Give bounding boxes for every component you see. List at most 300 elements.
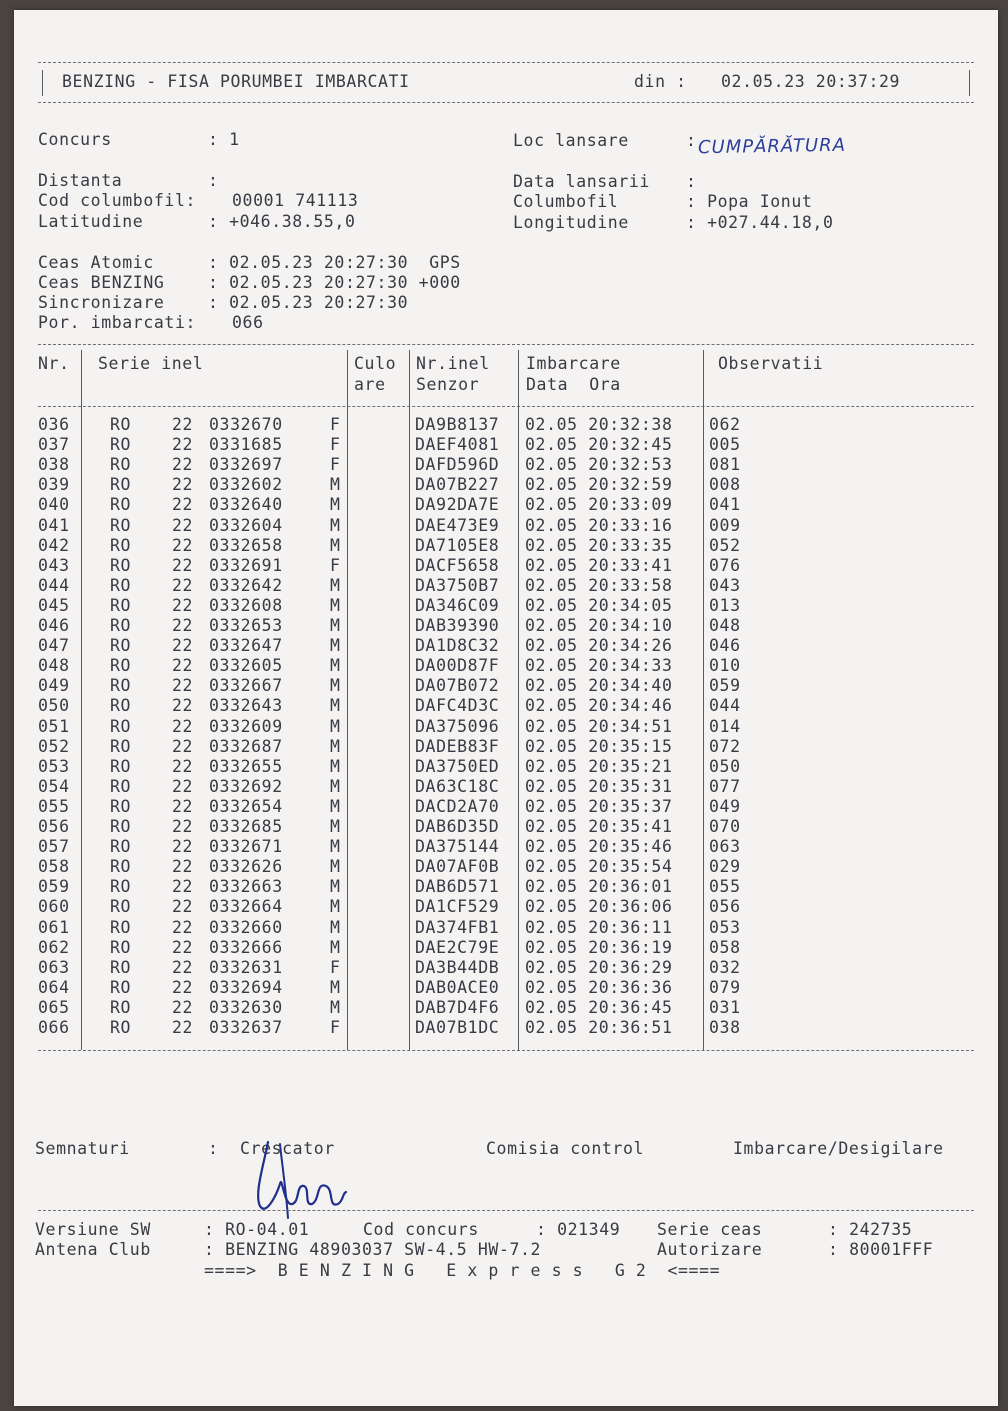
row-sensor: DACF5658 xyxy=(415,555,500,575)
row-sex: M xyxy=(330,817,341,836)
row-year: 22 xyxy=(172,756,194,776)
row-boarding-datetime: 02.05 20:33:58 xyxy=(525,575,673,595)
table-row xyxy=(14,516,998,536)
row-country: RO xyxy=(110,877,132,897)
table-row xyxy=(14,536,998,556)
row-sex: M xyxy=(330,716,341,736)
row-nr: 040 xyxy=(38,495,70,515)
row-country: RO xyxy=(110,616,132,635)
col-header-culoare-2: are xyxy=(354,375,386,394)
row-ring-number: 0332643 xyxy=(209,696,283,716)
row-nr: 052 xyxy=(38,736,70,756)
table-header-border xyxy=(38,406,974,407)
columbofil-label: Columbofil xyxy=(513,192,619,211)
table-row xyxy=(14,737,998,757)
row-observatii: 029 xyxy=(709,857,741,877)
row-ring-number: 0332640 xyxy=(209,495,283,515)
row-observatii: 063 xyxy=(709,837,741,857)
row-country: RO xyxy=(110,696,132,716)
cod-concurs-label: Cod concurs xyxy=(363,1220,479,1239)
table-row xyxy=(14,1018,998,1038)
row-country: RO xyxy=(110,897,132,917)
row-observatii: 044 xyxy=(709,696,741,716)
antena-club-label: Antena Club xyxy=(35,1240,151,1259)
col-header-culoare-1: Culo xyxy=(354,354,397,373)
row-sex: F xyxy=(330,555,341,575)
table-row xyxy=(14,978,998,998)
row-ring-number: 0332655 xyxy=(209,756,283,776)
row-observatii: 055 xyxy=(709,877,741,897)
table-row xyxy=(14,817,998,837)
table-row xyxy=(14,556,998,576)
row-nr: 048 xyxy=(38,656,70,676)
row-ring-number: 0332691 xyxy=(209,555,283,575)
row-ring-number: 0332654 xyxy=(209,796,283,816)
loc-lansare-label: Loc lansare xyxy=(513,131,629,150)
row-nr: 050 xyxy=(38,696,70,716)
table-row xyxy=(14,757,998,777)
row-sex: M xyxy=(330,776,341,796)
header-right-bar xyxy=(969,70,970,96)
row-year: 22 xyxy=(172,796,194,816)
row-sex: M xyxy=(330,676,341,696)
row-boarding-datetime: 02.05 20:36:51 xyxy=(525,1018,673,1037)
row-sex: F xyxy=(330,455,341,475)
row-boarding-datetime: 02.05 20:35:21 xyxy=(525,756,673,776)
row-observatii: 070 xyxy=(709,817,741,836)
row-nr: 047 xyxy=(38,636,70,656)
row-ring-number: 0332663 xyxy=(209,877,283,897)
row-boarding-datetime: 02.05 20:35:54 xyxy=(525,857,673,877)
row-boarding-datetime: 02.05 20:34:33 xyxy=(525,656,673,676)
row-ring-number: 0332671 xyxy=(209,837,283,857)
row-year: 22 xyxy=(172,736,194,756)
row-observatii: 038 xyxy=(709,1018,741,1037)
row-nr: 042 xyxy=(38,535,70,555)
row-sex: M xyxy=(330,656,341,676)
row-ring-number: 0331685 xyxy=(209,435,283,455)
row-ring-number: 0332608 xyxy=(209,595,283,615)
row-sex: F xyxy=(330,435,341,455)
row-ring-number: 0332653 xyxy=(209,616,283,635)
row-observatii: 046 xyxy=(709,636,741,656)
col-header-serie: Serie inel xyxy=(98,354,204,373)
row-boarding-datetime: 02.05 20:32:38 xyxy=(525,415,673,434)
table-bottom-border xyxy=(38,1050,974,1051)
row-boarding-datetime: 02.05 20:33:41 xyxy=(525,555,673,575)
row-nr: 041 xyxy=(38,515,70,535)
row-observatii: 048 xyxy=(709,616,741,635)
por-imbarcati-value: 066 xyxy=(232,313,264,332)
autorizare-label: Autorizare xyxy=(657,1240,763,1259)
row-boarding-datetime: 02.05 20:36:45 xyxy=(525,997,673,1017)
ceas-atomic-label: Ceas Atomic xyxy=(38,253,154,272)
table-row xyxy=(14,877,998,897)
row-country: RO xyxy=(110,796,132,816)
row-ring-number: 0332694 xyxy=(209,977,283,997)
table-row xyxy=(14,938,998,958)
row-country: RO xyxy=(110,656,132,676)
row-sensor: DAB7D4F6 xyxy=(415,997,500,1017)
row-ring-number: 0332697 xyxy=(209,455,283,475)
row-boarding-datetime: 02.05 20:32:53 xyxy=(525,455,673,475)
sincronizare-value: : 02.05.23 20:27:30 xyxy=(208,293,409,312)
row-year: 22 xyxy=(172,455,194,475)
row-year: 22 xyxy=(172,897,194,917)
table-row xyxy=(14,495,998,515)
row-ring-number: 0332660 xyxy=(209,917,283,937)
por-imbarcati-label: Por. imbarcati: xyxy=(38,313,197,332)
row-country: RO xyxy=(110,917,132,937)
row-year: 22 xyxy=(172,636,194,656)
row-country: RO xyxy=(110,776,132,796)
loc-lansare-handwritten: CUMPĂRĂTURA xyxy=(697,134,847,159)
row-year: 22 xyxy=(172,535,194,555)
concurs-label: Concurs xyxy=(38,130,112,149)
row-boarding-datetime: 02.05 20:35:46 xyxy=(525,837,673,857)
row-country: RO xyxy=(110,817,132,836)
row-country: RO xyxy=(110,1018,132,1037)
longitudine-value: : +027.44.18,0 xyxy=(686,213,834,232)
row-ring-number: 0332631 xyxy=(209,957,283,977)
header-top-border xyxy=(38,62,974,63)
row-sex: M xyxy=(330,595,341,615)
row-sensor: DA1CF529 xyxy=(415,897,500,917)
row-boarding-datetime: 02.05 20:34:51 xyxy=(525,716,673,736)
row-year: 22 xyxy=(172,595,194,615)
row-sensor: DA00D87F xyxy=(415,656,500,676)
row-nr: 051 xyxy=(38,716,70,736)
row-nr: 055 xyxy=(38,796,70,816)
row-sex: M xyxy=(330,937,341,957)
table-row xyxy=(14,897,998,917)
row-boarding-datetime: 02.05 20:35:31 xyxy=(525,776,673,796)
row-year: 22 xyxy=(172,696,194,716)
table-row xyxy=(14,777,998,797)
row-nr: 038 xyxy=(38,455,70,475)
row-observatii: 043 xyxy=(709,575,741,595)
row-country: RO xyxy=(110,756,132,776)
row-nr: 044 xyxy=(38,575,70,595)
columbofil-value: : Popa Ionut xyxy=(686,192,813,211)
row-sex: M xyxy=(330,535,341,555)
row-country: RO xyxy=(110,575,132,595)
row-ring-number: 0332666 xyxy=(209,937,283,957)
row-nr: 036 xyxy=(38,415,70,434)
row-boarding-datetime: 02.05 20:33:35 xyxy=(525,535,673,555)
row-observatii: 076 xyxy=(709,555,741,575)
row-year: 22 xyxy=(172,776,194,796)
row-ring-number: 0332637 xyxy=(209,1018,283,1037)
row-nr: 066 xyxy=(38,1018,70,1037)
cod-columbofil-label: Cod columbofil: xyxy=(38,191,197,210)
row-sensor: DAB0ACE0 xyxy=(415,977,500,997)
table-row xyxy=(14,616,998,636)
latitudine-value: : +046.38.55,0 xyxy=(208,212,356,231)
row-sex: M xyxy=(330,475,341,495)
row-boarding-datetime: 02.05 20:34:46 xyxy=(525,696,673,716)
row-boarding-datetime: 02.05 20:34:05 xyxy=(525,595,673,615)
row-year: 22 xyxy=(172,415,194,434)
row-sensor: DA63C18C xyxy=(415,776,500,796)
ceas-atomic-value: : 02.05.23 20:27:30 GPS xyxy=(208,253,461,272)
row-observatii: 062 xyxy=(709,415,741,434)
row-nr: 058 xyxy=(38,857,70,877)
row-year: 22 xyxy=(172,475,194,495)
row-sex: M xyxy=(330,897,341,917)
boarding-sheet xyxy=(14,10,998,1406)
row-year: 22 xyxy=(172,616,194,635)
row-country: RO xyxy=(110,495,132,515)
row-nr: 063 xyxy=(38,957,70,977)
semnaturi-sep: : xyxy=(208,1139,219,1158)
row-boarding-datetime: 02.05 20:32:59 xyxy=(525,475,673,495)
row-year: 22 xyxy=(172,676,194,696)
row-sensor: DA346C09 xyxy=(415,595,500,615)
row-year: 22 xyxy=(172,857,194,877)
row-boarding-datetime: 02.05 20:34:26 xyxy=(525,636,673,656)
row-year: 22 xyxy=(172,937,194,957)
row-sex: M xyxy=(330,917,341,937)
row-boarding-datetime: 02.05 20:36:29 xyxy=(525,957,673,977)
imbarcare-desigilare-label: Imbarcare/Desigilare xyxy=(733,1139,944,1158)
loc-lansare-sep: : xyxy=(686,131,697,150)
row-sex: M xyxy=(330,495,341,515)
table-row xyxy=(14,857,998,877)
row-country: RO xyxy=(110,435,132,455)
crescator-label: Crescator xyxy=(240,1139,335,1158)
row-sensor: DA1D8C32 xyxy=(415,636,500,656)
row-ring-number: 0332602 xyxy=(209,475,283,495)
autorizare-value: : 80001FFF xyxy=(828,1240,934,1259)
row-year: 22 xyxy=(172,917,194,937)
serie-ceas-value: : 242735 xyxy=(828,1220,913,1239)
row-nr: 049 xyxy=(38,676,70,696)
versiune-sw-value: : RO-04.01 xyxy=(204,1220,310,1239)
row-ring-number: 0332667 xyxy=(209,676,283,696)
benzing-express-banner: ====> B E N Z I N G E x p r e s s G 2 <==== xyxy=(204,1261,721,1280)
table-row xyxy=(14,656,998,676)
row-nr: 065 xyxy=(38,997,70,1017)
row-sensor: DAE2C79E xyxy=(415,937,500,957)
col-header-nrinel-2: Senzor xyxy=(416,375,480,394)
row-year: 22 xyxy=(172,555,194,575)
row-country: RO xyxy=(110,837,132,857)
versiune-sw-label: Versiune SW xyxy=(35,1220,151,1239)
row-country: RO xyxy=(110,676,132,696)
row-year: 22 xyxy=(172,575,194,595)
row-boarding-datetime: 02.05 20:34:40 xyxy=(525,676,673,696)
row-country: RO xyxy=(110,636,132,656)
col-header-imbarcare-2: Data Ora xyxy=(526,375,621,394)
row-year: 22 xyxy=(172,977,194,997)
row-sensor: DA92DA7E xyxy=(415,495,500,515)
row-boarding-datetime: 02.05 20:36:01 xyxy=(525,877,673,897)
row-boarding-datetime: 02.05 20:36:11 xyxy=(525,917,673,937)
cod-concurs-value: : 021349 xyxy=(536,1220,621,1239)
row-country: RO xyxy=(110,535,132,555)
row-ring-number: 0332692 xyxy=(209,776,283,796)
row-observatii: 049 xyxy=(709,796,741,816)
row-ring-number: 0332609 xyxy=(209,716,283,736)
table-row xyxy=(14,696,998,716)
concurs-value: : 1 xyxy=(208,130,240,149)
row-sensor: DA07AF0B xyxy=(415,857,500,877)
ceas-benzing-value: : 02.05.23 20:27:30 +000 xyxy=(208,273,461,292)
row-boarding-datetime: 02.05 20:36:06 xyxy=(525,897,673,917)
row-boarding-datetime: 02.05 20:32:45 xyxy=(525,435,673,455)
ceas-benzing-label: Ceas BENZING xyxy=(38,273,165,292)
row-sex: M xyxy=(330,736,341,756)
row-observatii: 052 xyxy=(709,535,741,555)
row-sex: M xyxy=(330,756,341,776)
row-nr: 062 xyxy=(38,937,70,957)
row-sensor: DA3750ED xyxy=(415,756,500,776)
row-sex: M xyxy=(330,857,341,877)
row-boarding-datetime: 02.05 20:35:15 xyxy=(525,736,673,756)
row-country: RO xyxy=(110,555,132,575)
row-observatii: 058 xyxy=(709,937,741,957)
row-sex: M xyxy=(330,575,341,595)
row-country: RO xyxy=(110,937,132,957)
row-sex: M xyxy=(330,877,341,897)
row-sensor: DAE473E9 xyxy=(415,515,500,535)
row-nr: 043 xyxy=(38,555,70,575)
row-ring-number: 0332605 xyxy=(209,656,283,676)
row-observatii: 056 xyxy=(709,897,741,917)
row-boarding-datetime: 02.05 20:36:36 xyxy=(525,977,673,997)
row-ring-number: 0332664 xyxy=(209,897,283,917)
row-ring-number: 0332687 xyxy=(209,736,283,756)
row-sex: M xyxy=(330,696,341,716)
distanta-value: : xyxy=(208,171,219,190)
row-country: RO xyxy=(110,736,132,756)
table-row xyxy=(14,576,998,596)
row-sensor: DA07B227 xyxy=(415,475,500,495)
row-sensor: DAB39390 xyxy=(415,616,500,635)
row-boarding-datetime: 02.05 20:36:19 xyxy=(525,937,673,957)
row-nr: 061 xyxy=(38,917,70,937)
row-nr: 039 xyxy=(38,475,70,495)
row-year: 22 xyxy=(172,877,194,897)
row-observatii: 014 xyxy=(709,716,741,736)
row-sensor: DA7105E8 xyxy=(415,535,500,555)
distanta-label: Distanta xyxy=(38,171,123,190)
row-sex: M xyxy=(330,515,341,535)
row-sex: F xyxy=(330,957,341,977)
row-nr: 046 xyxy=(38,616,70,635)
row-sensor: DA9B8137 xyxy=(415,415,500,434)
row-year: 22 xyxy=(172,817,194,836)
row-observatii: 008 xyxy=(709,475,741,495)
table-row xyxy=(14,475,998,495)
longitudine-label: Longitudine xyxy=(513,213,629,232)
row-sensor: DA375096 xyxy=(415,716,500,736)
row-sensor: DAEF4081 xyxy=(415,435,500,455)
row-observatii: 009 xyxy=(709,515,741,535)
footer-top-border xyxy=(38,1210,974,1211)
table-row xyxy=(14,958,998,978)
row-nr: 059 xyxy=(38,877,70,897)
row-ring-number: 0332604 xyxy=(209,515,283,535)
row-nr: 057 xyxy=(38,837,70,857)
row-country: RO xyxy=(110,455,132,475)
row-boarding-datetime: 02.05 20:35:37 xyxy=(525,796,673,816)
row-observatii: 013 xyxy=(709,595,741,615)
col-header-imbarcare-1: Imbarcare xyxy=(526,354,621,373)
document-title: BENZING - FISA PORUMBEI IMBARCATI xyxy=(62,72,410,91)
row-boarding-datetime: 02.05 20:33:09 xyxy=(525,495,673,515)
row-boarding-datetime: 02.05 20:35:41 xyxy=(525,817,673,836)
row-ring-number: 0332670 xyxy=(209,415,283,434)
row-observatii: 005 xyxy=(709,435,741,455)
row-country: RO xyxy=(110,716,132,736)
table-top-border xyxy=(38,344,974,345)
cod-columbofil-value: 00001 741113 xyxy=(232,191,359,210)
table-row xyxy=(14,918,998,938)
header-left-bar xyxy=(42,70,43,96)
row-sensor: DA3750B7 xyxy=(415,575,500,595)
row-sex: F xyxy=(330,415,341,434)
latitudine-label: Latitudine xyxy=(38,212,144,231)
row-observatii: 072 xyxy=(709,736,741,756)
data-lansarii-label: Data lansarii xyxy=(513,172,650,191)
row-sex: M xyxy=(330,636,341,656)
table-row xyxy=(14,435,998,455)
row-year: 22 xyxy=(172,495,194,515)
row-sensor: DA07B1DC xyxy=(415,1018,500,1037)
row-sex: F xyxy=(330,1018,341,1037)
table-row xyxy=(14,676,998,696)
row-sensor: DACD2A70 xyxy=(415,796,500,816)
row-ring-number: 0332630 xyxy=(209,997,283,1017)
row-ring-number: 0332685 xyxy=(209,817,283,836)
row-sensor: DA3B44DB xyxy=(415,957,500,977)
row-ring-number: 0332658 xyxy=(209,535,283,555)
table-row xyxy=(14,998,998,1018)
row-country: RO xyxy=(110,515,132,535)
row-nr: 056 xyxy=(38,817,70,836)
table-row xyxy=(14,837,998,857)
row-observatii: 079 xyxy=(709,977,741,997)
row-observatii: 050 xyxy=(709,756,741,776)
data-lansarii-value: : xyxy=(686,172,697,191)
row-observatii: 081 xyxy=(709,455,741,475)
row-year: 22 xyxy=(172,997,194,1017)
row-country: RO xyxy=(110,857,132,877)
row-nr: 054 xyxy=(38,776,70,796)
col-header-nr: Nr. xyxy=(38,354,70,373)
row-nr: 037 xyxy=(38,435,70,455)
row-ring-number: 0332647 xyxy=(209,636,283,656)
row-sex: M xyxy=(330,616,341,635)
row-country: RO xyxy=(110,415,132,434)
row-observatii: 053 xyxy=(709,917,741,937)
row-sensor: DA07B072 xyxy=(415,676,500,696)
row-sensor: DA374FB1 xyxy=(415,917,500,937)
row-observatii: 041 xyxy=(709,495,741,515)
header-bottom-border xyxy=(38,102,974,103)
row-sensor: DAFC4D3C xyxy=(415,696,500,716)
row-boarding-datetime: 02.05 20:33:16 xyxy=(525,515,673,535)
print-datetime: 02.05.23 20:37:29 xyxy=(721,72,901,91)
row-observatii: 059 xyxy=(709,676,741,696)
row-observatii: 031 xyxy=(709,997,741,1017)
row-year: 22 xyxy=(172,515,194,535)
row-nr: 053 xyxy=(38,756,70,776)
row-country: RO xyxy=(110,957,132,977)
row-year: 22 xyxy=(172,957,194,977)
